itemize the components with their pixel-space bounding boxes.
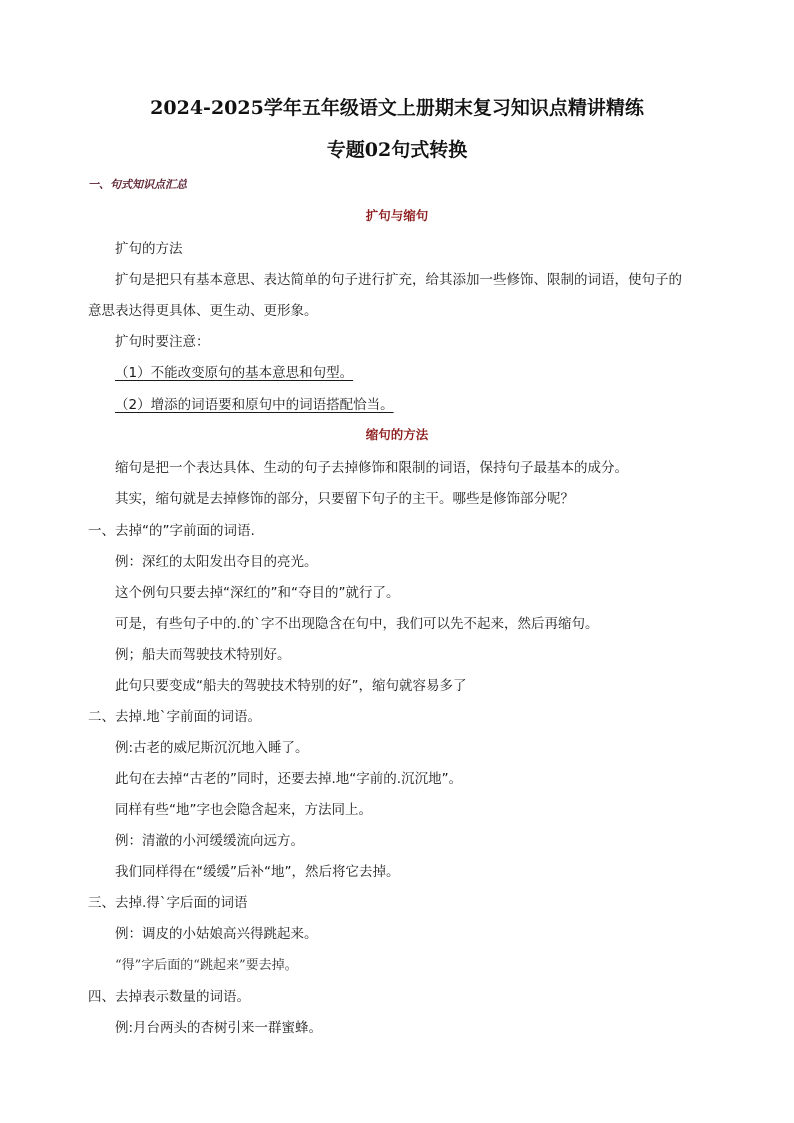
rule-1-example-2: 例；船夫而驾驶技术特别好。 [115,647,291,663]
rule-1-example: 例：深红的太阳发出夺目的亮光。 [115,554,318,570]
expand-note-1: （1）不能改变原句的基本意思和句型。 [115,365,354,381]
rule-1-note: 可是，有些句子中的.的`字不出现隐含在句中，我们可以先不起来，然后再缩句。 [115,616,599,632]
expand-method-title: 扩句的方法 [115,241,183,257]
document-subtitle: 专题02句式转换 [326,139,468,161]
rule-1-explanation-2: 此句只要变成“船夫的驾驶技术特别的好”，缩句就容易多了 [115,678,467,694]
rule-2-example: 例:古老的威尼斯沉沉地入睡了。 [115,740,309,756]
rule-2-note: 同样有些“地”字也会隐含起来，方法同上。 [115,802,372,818]
shrink-definition: 缩句是把一个表达具体、生动的句子去掉修饰和限制的词语，保持句子最基本的成分。 [115,460,628,476]
expand-definition-line-1: 扩句是把只有基本意思、表达简单的句子进行扩充，给其添加一些修饰、限制的词语，使句子的 [115,272,682,288]
rule-4-title: 四、去掉表示数量的词语。 [88,989,250,1005]
heading-shrink: 缩句的方法 [365,427,429,442]
heading-expand: 扩句与缩句 [365,208,429,223]
rule-3-example: 例：调皮的小姑娘高兴得跳起来。 [115,926,318,942]
expand-note-title: 扩句时要注意： [115,334,210,350]
document-title: 2024-2025学年五年级语文上册期末复习知识点精讲精练 [150,97,644,119]
rule-4-example: 例:月台两头的杏树引来一群蜜蜂。 [115,1020,323,1036]
rule-1-explanation: 这个例句只要去掉“深红的”和“夺目的”就行了。 [115,585,400,601]
expand-definition-line-2: 意思表达得更具体、更生动、更形象。 [88,303,318,319]
rule-2-explanation-2: 我们同样得在“缓缓”后补“地”，然后将它去掉。 [115,864,400,880]
rule-2-example-2: 例：清澈的小河缓缓流向远方。 [115,833,304,849]
rule-3-explanation: “得”字后面的“跳起来”要去掉。 [115,958,298,973]
rule-2-title: 二、去掉.地`字前面的词语。 [88,709,262,725]
shrink-intro: 其实，缩句就是去掉修饰的部分，只要留下句子的主干。哪些是修饰部分呢？ [115,491,574,507]
rule-2-explanation: 此句在去掉“古老的”同时，还要去掉.地“字前的.沉沉地”。 [115,771,463,787]
rule-3-title: 三、去掉.得`字后面的词语 [88,895,248,911]
section-label: 一、句式知识点汇总 [88,178,187,191]
expand-note-2: （2）增添的词语要和原句中的词语搭配恰当。 [115,397,394,413]
rule-1-title: 一、去掉“的”字前面的词语. [88,523,255,539]
